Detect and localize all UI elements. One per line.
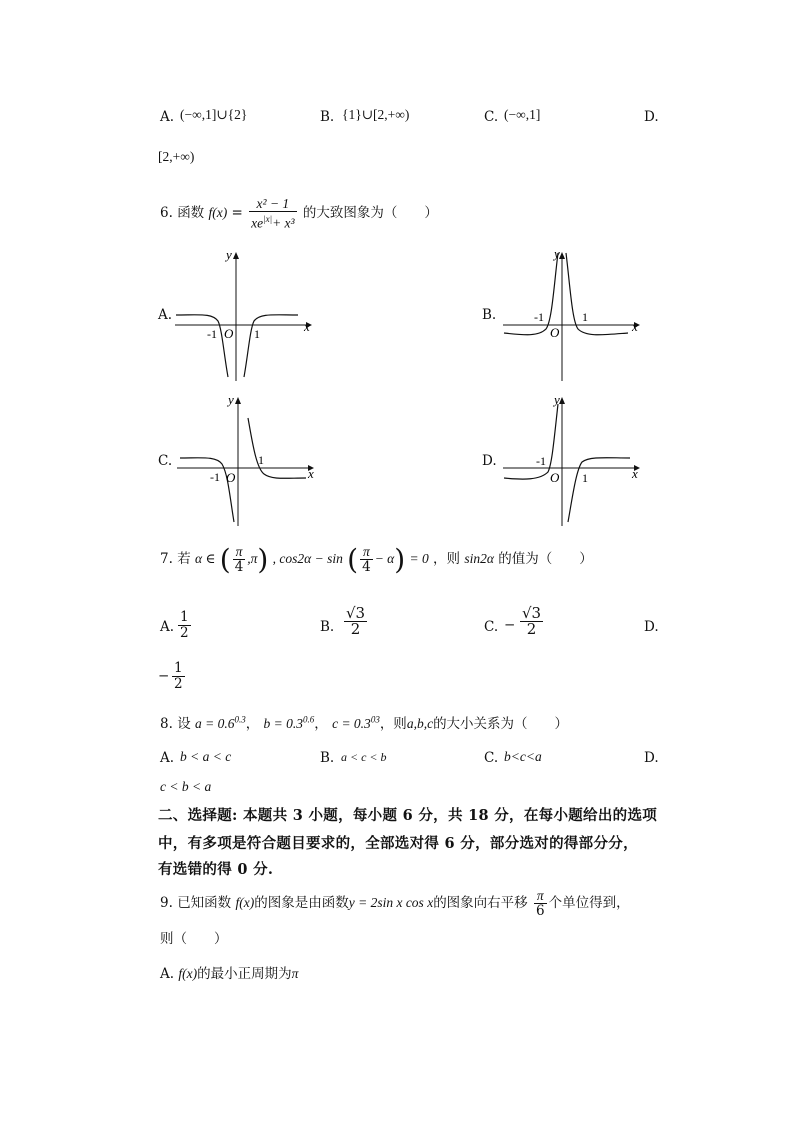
stem-text: 若 <box>177 551 191 567</box>
option-a-label[interactable]: A. <box>160 619 175 635</box>
origin-label: O <box>550 470 560 485</box>
tick-1: 1 <box>254 327 260 341</box>
tick-neg1: -1 <box>536 454 546 468</box>
option-c-text[interactable]: b<c<a <box>504 749 542 764</box>
graph-b-label[interactable]: B. <box>482 307 497 323</box>
origin-label: O <box>226 470 236 485</box>
option-a-label[interactable]: A. <box>160 966 175 982</box>
graph-c-label[interactable]: C. <box>158 453 173 469</box>
question-8-stem: 8. 设 $a = 0.6^{0.3}$， $b = 0.3^{0.6}$， $c = 0.3^{03}$，则a,b,c的大小关系为（ ） <box>160 714 569 732</box>
stem-text: 设 <box>177 716 191 732</box>
graph-d[interactable] <box>498 390 648 530</box>
section-heading-line1: 二、选择题: 本题共 3 小题，每小题 6 分，共 18 分，在每小题给出的选项 <box>158 807 658 824</box>
function-name: f(x) <box>235 895 255 910</box>
option-a-text[interactable]: b < a < c <box>180 749 232 764</box>
left-paren: ( <box>219 543 231 576</box>
question-9-line2: 则（ ） <box>160 931 228 947</box>
equals-sign: = <box>231 204 243 221</box>
option-a-text[interactable]: (−∞,1]∪{2} <box>180 107 248 122</box>
y-axis-label: y <box>554 246 560 261</box>
c-definition: $c = 0.3^{03}$ <box>332 714 380 731</box>
pi-symbol: π <box>291 966 299 981</box>
tick-1: 1 <box>582 310 588 324</box>
variables: a,b,c <box>406 716 434 731</box>
tick-neg1: -1 <box>210 470 220 484</box>
option-b-text[interactable]: {1}∪[2,+∞) <box>342 107 410 122</box>
question-number: 8. <box>160 716 173 732</box>
option-c-label[interactable]: C. <box>484 109 499 125</box>
section-heading-line3: 有选错的得 0 分. <box>158 861 274 878</box>
fraction <box>249 196 296 231</box>
y-axis-label: y <box>226 247 232 262</box>
x-axis-label: x <box>632 319 638 334</box>
x-axis-label: x <box>304 319 310 334</box>
tick-neg1: -1 <box>207 327 217 341</box>
option-d-text[interactable]: [2,+∞) <box>158 149 195 164</box>
graph-a-label[interactable]: A. <box>158 307 173 323</box>
graph-b[interactable] <box>498 245 648 385</box>
tick-1: 1 <box>258 453 264 467</box>
question-number: 9. <box>160 895 173 911</box>
y-axis-label: y <box>228 392 234 407</box>
option-c-fraction[interactable]: $\frac{√3}{2}$ <box>522 604 542 638</box>
option-c-text[interactable]: (−∞,1] <box>504 107 541 122</box>
stem-text-end: 的大小关系为（ ） <box>433 716 569 732</box>
pi-over-4: $\frac{\pi}{4}$ <box>234 544 244 575</box>
stem-text-end: 个单位得到， <box>548 895 630 911</box>
question-7-stem <box>160 543 593 576</box>
origin-label: O <box>224 326 234 341</box>
option-d-label[interactable]: D. <box>644 750 659 766</box>
origin-label: O <box>550 325 560 340</box>
question-number: 7. <box>160 551 173 567</box>
condition-alpha: α ∈ <box>194 551 216 566</box>
graph-d-label[interactable]: D. <box>482 453 497 469</box>
option-d-label[interactable]: D. <box>644 109 659 125</box>
equals-zero: = 0 <box>409 551 429 566</box>
question-9-option-a[interactable]: A. f(x)的最小正周期为π <box>160 966 299 982</box>
b-definition: $b = 0.3^{0.6}$ <box>263 714 315 731</box>
option-b-text[interactable]: a < c < b <box>341 750 387 764</box>
function-name: f(x) <box>208 204 228 220</box>
pi-over-4-second: $\frac{\pi}{4}$ <box>362 544 371 575</box>
tick-1: 1 <box>582 471 588 485</box>
stem-mid: ，则 <box>433 551 461 567</box>
option-b-label[interactable]: B. <box>320 750 335 766</box>
source-function: y = 2sin x cos x <box>348 895 434 910</box>
option-b-fraction[interactable]: $\frac{√3}{2}$ <box>346 604 366 638</box>
right-paren: ) <box>257 543 269 576</box>
graph-a[interactable] <box>170 245 320 385</box>
interval-end: ,π <box>247 551 258 566</box>
graph-c[interactable] <box>172 390 322 530</box>
section-heading-line2: 中，有多项是符合题目要求的，全部选对得 6 分，部分选对的得部分分， <box>158 835 638 852</box>
option-a-label[interactable]: A. <box>160 750 175 766</box>
option-b-label[interactable]: B. <box>320 619 335 635</box>
option-b-label[interactable]: B. <box>320 109 335 125</box>
tick-neg1: -1 <box>534 310 544 324</box>
fraction-denominator: $xe^{|x|}+ x^3$ <box>251 214 295 231</box>
target-expr: sin2α <box>464 551 494 566</box>
stem-text: 函数 <box>177 204 205 221</box>
option-d-label[interactable]: D. <box>644 619 659 635</box>
x-axis-label: x <box>632 466 638 481</box>
option-d-sign[interactable]: − <box>158 668 170 684</box>
x-axis-label: x <box>308 466 314 481</box>
question-9-stem: 9. 已知函数 f(x)的图象是由函数y = 2sin x cos x的图象向右平移 $\frac{\pi}{6}$ 个单位得到， <box>160 888 630 919</box>
a-definition: $a = 0.6^{0.3}$ <box>194 714 246 731</box>
minus-alpha: − α <box>374 551 395 566</box>
option-c-sign[interactable]: − <box>504 617 516 633</box>
left-paren-2: ( <box>347 543 359 576</box>
option-a-fraction[interactable]: $\frac{1}{2}$ <box>180 609 189 641</box>
option-d-fraction[interactable]: $\frac{1}{2}$ <box>174 660 183 692</box>
question-6-stem <box>160 196 438 231</box>
equation-part: , cos2α − sin <box>272 551 343 566</box>
question-number: 6. <box>160 204 173 221</box>
option-c-label[interactable]: C. <box>484 750 499 766</box>
fraction-numerator: x² − 1 <box>249 196 296 212</box>
stem-text: 已知函数 <box>177 895 232 911</box>
stem-text-end: 的大致图象为（ ） <box>302 204 438 221</box>
option-a-label[interactable]: A. <box>160 109 175 125</box>
right-paren-2: ) <box>394 543 406 576</box>
y-axis-label: y <box>554 392 560 407</box>
stem-text-end: 的值为（ ） <box>498 551 593 567</box>
option-d-text[interactable]: c < b < a <box>160 779 212 794</box>
function-name: f(x) <box>178 966 198 981</box>
option-c-label[interactable]: C. <box>484 619 499 635</box>
pi-over-6: $\frac{\pi}{6}$ <box>535 888 545 919</box>
